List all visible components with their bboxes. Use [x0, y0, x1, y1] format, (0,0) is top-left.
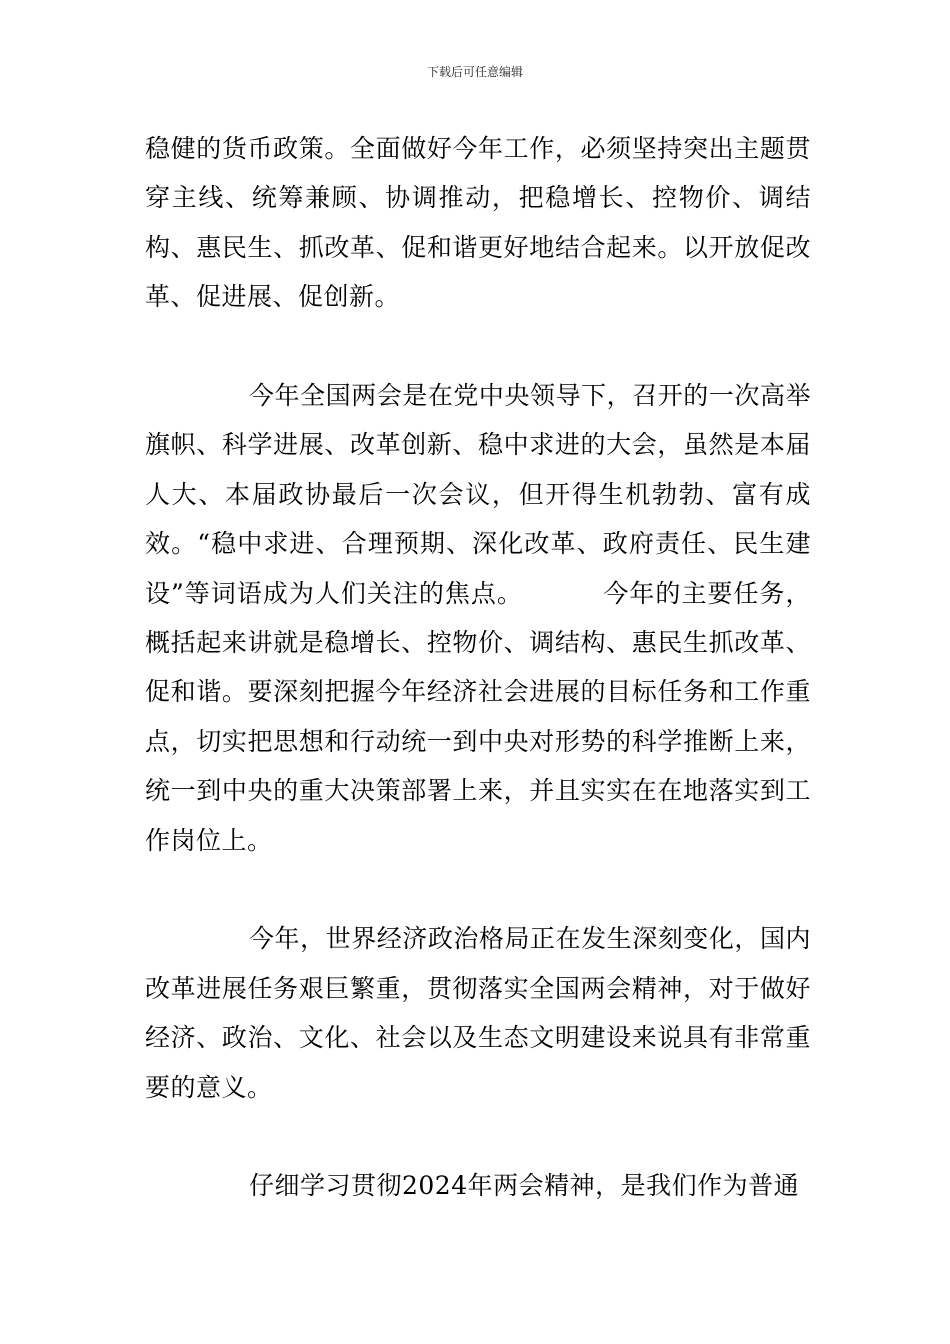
paragraph-spacer: [145, 322, 811, 371]
paragraph-1: 稳健的货币政策。全面做好今年工作，必须坚持突出主题贯穿主线、统筹兼顾、协调推动，把稳增长、控物价、调结构、惠民生、抓改革、促和谐更好地结合起来。以开放促改革、促进展、促创新。: [145, 134, 811, 312]
page-header: 下载后可任意编辑: [426, 65, 523, 79]
paragraph-spacer: [145, 865, 811, 914]
paragraph-2-part-1: 今年全国两会是在党中央领导下，召开的一次高举旗帜、科学进展、改革创新、稳中求进的大会，虽然是本届人大、本届政协最后一次会议，但开得生机勃勃、富有成效。“稳中求进、合理预期、深化改革、政府责任、民生建设”等词语成为人们关注的焦点。: [145, 381, 811, 608]
paragraph-2: [145, 371, 811, 865]
paragraph-spacer: [145, 1112, 811, 1161]
paragraph-4: 仔细学习贯彻2024年两会精神，是我们作为普通: [249, 1171, 800, 1201]
document-body: [145, 124, 811, 1211]
paragraph-2-part-2: 今年的主要任务，概括起来讲就是稳增长、控物价、调结构、惠民生抓改革、促和谐。要深刻把握今年经济社会进展的目标任务和工作重点，切实把思想和行动统一到中央对形势的科学推断上来，统一到中央的重大决策部署上来，并且实实在在地落实到工作岗位上。: [145, 578, 811, 855]
paragraph-3: 今年，世界经济政治格局正在发生深刻变化，国内改革进展任务艰巨繁重，贯彻落实全国两会精神，对于做好经济、政治、文化、社会以及生态文明建设来说具有非常重要的意义。: [145, 924, 811, 1102]
